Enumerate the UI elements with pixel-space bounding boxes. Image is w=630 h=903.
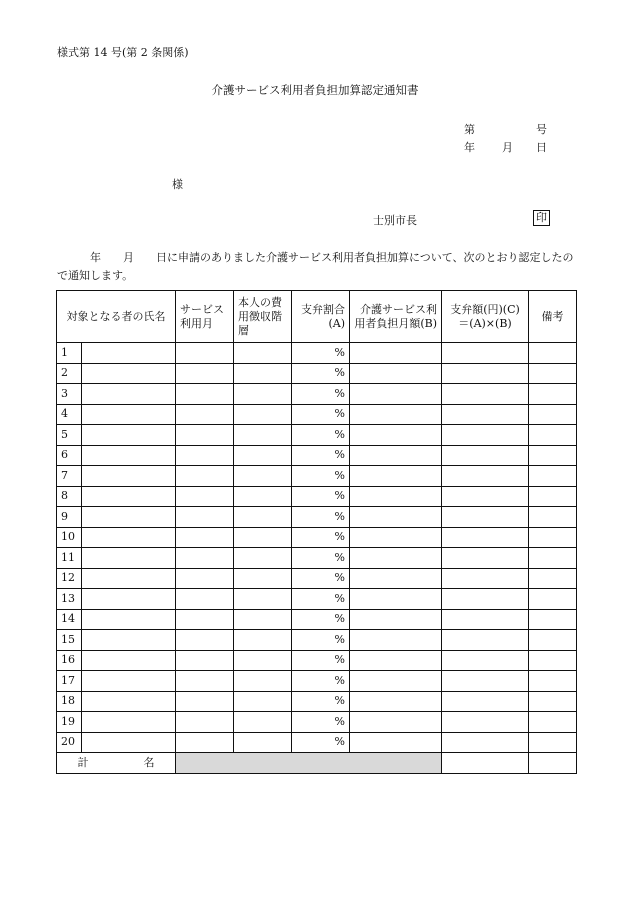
table-row — [57, 630, 577, 651]
table-row — [57, 568, 577, 589]
cell-service-month[interactable] — [176, 671, 234, 692]
cell-remarks[interactable] — [529, 630, 577, 651]
cell-name[interactable] — [82, 445, 176, 466]
table-row — [57, 732, 577, 753]
cell-income-class[interactable] — [234, 691, 292, 712]
row-number: 11 — [57, 548, 82, 569]
cell-service-month[interactable] — [176, 589, 234, 610]
cell-support-amount[interactable] — [442, 630, 529, 651]
cell-service-month[interactable] — [176, 732, 234, 753]
cell-name[interactable] — [82, 343, 176, 364]
cell-income-class[interactable] — [234, 404, 292, 425]
cell-income-class[interactable] — [234, 486, 292, 507]
cell-burden-amount[interactable] — [350, 589, 442, 610]
total-shaded-cell — [176, 753, 442, 774]
table-row — [57, 507, 577, 528]
cell-income-class[interactable] — [234, 507, 292, 528]
cell-remarks[interactable] — [529, 609, 577, 630]
total-label-kei: 計 — [77, 755, 89, 769]
row-number: 15 — [57, 630, 82, 651]
table-row — [57, 363, 577, 384]
cell-name[interactable] — [82, 466, 176, 487]
table-row — [57, 425, 577, 446]
cell-income-class[interactable] — [234, 609, 292, 630]
cell-support-rate[interactable]: % — [292, 589, 350, 610]
cell-burden-amount[interactable] — [350, 568, 442, 589]
cell-service-month[interactable] — [176, 486, 234, 507]
row-number: 14 — [57, 609, 82, 630]
cell-burden-amount[interactable] — [350, 425, 442, 446]
cell-support-rate[interactable]: % — [292, 363, 350, 384]
cell-remarks[interactable] — [529, 445, 577, 466]
cell-service-month[interactable] — [176, 425, 234, 446]
cell-income-class[interactable] — [234, 650, 292, 671]
table-row — [57, 404, 577, 425]
row-number: 4 — [57, 404, 82, 425]
cell-name[interactable] — [82, 486, 176, 507]
cell-service-month[interactable] — [176, 609, 234, 630]
table-row — [57, 548, 577, 569]
row-number: 10 — [57, 527, 82, 548]
cell-support-amount[interactable] — [442, 404, 529, 425]
header-support-rate: 支弁割合(A) — [292, 291, 350, 343]
table-row — [57, 691, 577, 712]
cell-support-amount[interactable] — [442, 691, 529, 712]
row-number: 12 — [57, 568, 82, 589]
total-label-mei: 名 — [143, 755, 155, 769]
cell-name[interactable] — [82, 691, 176, 712]
cell-service-month[interactable] — [176, 404, 234, 425]
addressee-suffix: 様 — [172, 178, 183, 191]
row-number: 7 — [57, 466, 82, 487]
cell-name[interactable] — [82, 404, 176, 425]
cell-income-class[interactable] — [234, 425, 292, 446]
cell-remarks[interactable] — [529, 650, 577, 671]
cell-burden-amount[interactable] — [350, 507, 442, 528]
cell-service-month[interactable] — [176, 507, 234, 528]
row-number: 5 — [57, 425, 82, 446]
cell-burden-amount[interactable] — [350, 732, 442, 753]
cell-income-class[interactable] — [234, 527, 292, 548]
cell-income-class[interactable] — [234, 445, 292, 466]
cell-burden-amount[interactable] — [350, 712, 442, 733]
cell-remarks[interactable] — [529, 548, 577, 569]
cell-support-amount[interactable] — [442, 589, 529, 610]
cell-support-amount[interactable] — [442, 486, 529, 507]
cell-name[interactable] — [82, 671, 176, 692]
cell-income-class[interactable] — [234, 712, 292, 733]
cell-support-amount[interactable] — [442, 343, 529, 364]
cell-support-rate[interactable]: % — [292, 466, 350, 487]
cell-support-amount[interactable] — [442, 507, 529, 528]
date-year: 年 — [464, 141, 475, 154]
cell-remarks[interactable] — [529, 527, 577, 548]
cell-support-amount[interactable] — [442, 650, 529, 671]
cell-support-amount[interactable] — [442, 527, 529, 548]
cell-support-rate[interactable]: % — [292, 671, 350, 692]
cell-support-rate[interactable]: % — [292, 630, 350, 651]
cell-remarks[interactable] — [529, 404, 577, 425]
cell-service-month[interactable] — [176, 384, 234, 405]
table-row — [57, 466, 577, 487]
row-number: 2 — [57, 363, 82, 384]
seal-mark: 印 — [533, 210, 550, 226]
cell-support-rate[interactable]: % — [292, 732, 350, 753]
cell-income-class[interactable] — [234, 343, 292, 364]
cell-service-month[interactable] — [176, 343, 234, 364]
document-title: 介護サービス利用者負担加算認定通知書 — [211, 83, 419, 97]
cell-remarks[interactable] — [529, 732, 577, 753]
cell-income-class[interactable] — [234, 630, 292, 651]
cell-support-rate[interactable]: % — [292, 527, 350, 548]
cell-burden-amount[interactable] — [350, 671, 442, 692]
cell-service-month[interactable] — [176, 363, 234, 384]
cell-remarks[interactable] — [529, 343, 577, 364]
notice-body-text: 年 月 日に申請のありました介護サービス利用者負担加算について、次のとおり認定したので通知します。 — [57, 251, 574, 282]
cell-income-class[interactable] — [234, 589, 292, 610]
header-service-month: サービス利用月 — [176, 291, 234, 343]
total-support-amount[interactable] — [442, 753, 529, 774]
header-burden-amount: 介護サービス利用者負担月額(B) — [350, 291, 442, 343]
cell-burden-amount[interactable] — [350, 404, 442, 425]
cell-burden-amount[interactable] — [350, 363, 442, 384]
cell-service-month[interactable] — [176, 691, 234, 712]
cell-remarks[interactable] — [529, 466, 577, 487]
table-row — [57, 384, 577, 405]
cell-income-class[interactable] — [234, 466, 292, 487]
cell-support-rate[interactable]: % — [292, 712, 350, 733]
cell-remarks[interactable] — [529, 486, 577, 507]
cell-service-month[interactable] — [176, 650, 234, 671]
certification-table — [56, 290, 577, 774]
cell-name[interactable] — [82, 507, 176, 528]
table-row — [57, 650, 577, 671]
cell-remarks[interactable] — [529, 568, 577, 589]
total-row-label — [57, 753, 176, 774]
cell-service-month[interactable] — [176, 630, 234, 651]
cell-service-month[interactable] — [176, 445, 234, 466]
row-number: 17 — [57, 671, 82, 692]
table-row — [57, 712, 577, 733]
cell-remarks[interactable] — [529, 712, 577, 733]
row-number: 13 — [57, 589, 82, 610]
cell-support-rate[interactable]: % — [292, 650, 350, 671]
cell-name[interactable] — [82, 363, 176, 384]
cell-service-month[interactable] — [176, 548, 234, 569]
cell-support-amount[interactable] — [442, 671, 529, 692]
table-row — [57, 527, 577, 548]
cell-burden-amount[interactable] — [350, 343, 442, 364]
cell-name[interactable] — [82, 425, 176, 446]
cell-name[interactable] — [82, 650, 176, 671]
cell-remarks[interactable] — [529, 425, 577, 446]
cell-name[interactable] — [82, 384, 176, 405]
row-number: 3 — [57, 384, 82, 405]
header-name: 対象となる者の氏名 — [57, 291, 176, 343]
cell-name[interactable] — [82, 712, 176, 733]
header-income-class: 本人の費用徴収階層 — [234, 291, 292, 343]
cell-support-rate[interactable]: % — [292, 548, 350, 569]
header-remarks: 備考 — [529, 291, 577, 343]
cell-burden-amount[interactable] — [350, 548, 442, 569]
cell-income-class[interactable] — [234, 363, 292, 384]
row-number: 8 — [57, 486, 82, 507]
table-row — [57, 609, 577, 630]
cell-support-amount[interactable] — [442, 384, 529, 405]
cell-burden-amount[interactable] — [350, 466, 442, 487]
cell-support-amount[interactable] — [442, 363, 529, 384]
cell-support-rate[interactable]: % — [292, 343, 350, 364]
cell-support-amount[interactable] — [442, 712, 529, 733]
cell-remarks[interactable] — [529, 671, 577, 692]
cell-support-rate[interactable]: % — [292, 486, 350, 507]
cell-remarks[interactable] — [529, 363, 577, 384]
cell-support-rate[interactable]: % — [292, 445, 350, 466]
cell-burden-amount[interactable] — [350, 384, 442, 405]
number-dai: 第 — [464, 123, 475, 136]
cell-service-month[interactable] — [176, 466, 234, 487]
cell-burden-amount[interactable] — [350, 527, 442, 548]
date-month: 月 — [502, 141, 513, 154]
cell-income-class[interactable] — [234, 548, 292, 569]
cell-burden-amount[interactable] — [350, 486, 442, 507]
cell-support-rate[interactable]: % — [292, 568, 350, 589]
table-body — [57, 343, 577, 753]
cell-income-class[interactable] — [234, 384, 292, 405]
cell-income-class[interactable] — [234, 568, 292, 589]
table-row — [57, 486, 577, 507]
cell-support-rate[interactable]: % — [292, 691, 350, 712]
cell-burden-amount[interactable] — [350, 445, 442, 466]
cell-remarks[interactable] — [529, 384, 577, 405]
cell-remarks[interactable] — [529, 691, 577, 712]
cell-service-month[interactable] — [176, 712, 234, 733]
row-number: 18 — [57, 691, 82, 712]
table-row — [57, 445, 577, 466]
cell-service-month[interactable] — [176, 568, 234, 589]
cell-support-rate[interactable]: % — [292, 425, 350, 446]
header-support-amount: 支弁額(円)(C)＝(A)×(B) — [442, 291, 529, 343]
row-number: 9 — [57, 507, 82, 528]
row-number: 20 — [57, 732, 82, 753]
row-number: 19 — [57, 712, 82, 733]
cell-burden-amount[interactable] — [350, 691, 442, 712]
cell-income-class[interactable] — [234, 671, 292, 692]
cell-name[interactable] — [82, 527, 176, 548]
cell-income-class[interactable] — [234, 732, 292, 753]
date-day: 日 — [536, 141, 547, 154]
cell-service-month[interactable] — [176, 527, 234, 548]
row-number: 1 — [57, 343, 82, 364]
cell-remarks[interactable] — [529, 507, 577, 528]
cell-support-amount[interactable] — [442, 548, 529, 569]
table-row — [57, 343, 577, 364]
cell-name[interactable] — [82, 568, 176, 589]
cell-name[interactable] — [82, 548, 176, 569]
cell-name[interactable] — [82, 630, 176, 651]
cell-name[interactable] — [82, 732, 176, 753]
issuer: 士別市長 — [373, 214, 417, 227]
cell-support-rate[interactable]: % — [292, 384, 350, 405]
cell-remarks[interactable] — [529, 589, 577, 610]
cell-support-amount[interactable] — [442, 732, 529, 753]
cell-support-rate[interactable]: % — [292, 507, 350, 528]
cell-name[interactable] — [82, 609, 176, 630]
cell-burden-amount[interactable] — [350, 609, 442, 630]
cell-support-amount[interactable] — [442, 609, 529, 630]
cell-support-rate[interactable]: % — [292, 609, 350, 630]
cell-support-amount[interactable] — [442, 445, 529, 466]
cell-name[interactable] — [82, 589, 176, 610]
row-number: 16 — [57, 650, 82, 671]
total-remarks[interactable] — [529, 753, 577, 774]
cell-burden-amount[interactable] — [350, 630, 442, 651]
cell-support-amount[interactable] — [442, 466, 529, 487]
cell-support-rate[interactable]: % — [292, 404, 350, 425]
cell-support-amount[interactable] — [442, 568, 529, 589]
cell-burden-amount[interactable] — [350, 650, 442, 671]
number-go: 号 — [536, 123, 547, 136]
cell-support-amount[interactable] — [442, 425, 529, 446]
row-number: 6 — [57, 445, 82, 466]
table-row — [57, 589, 577, 610]
table-row — [57, 671, 577, 692]
form-number: 様式第 14 号(第 2 条関係) — [57, 46, 189, 59]
